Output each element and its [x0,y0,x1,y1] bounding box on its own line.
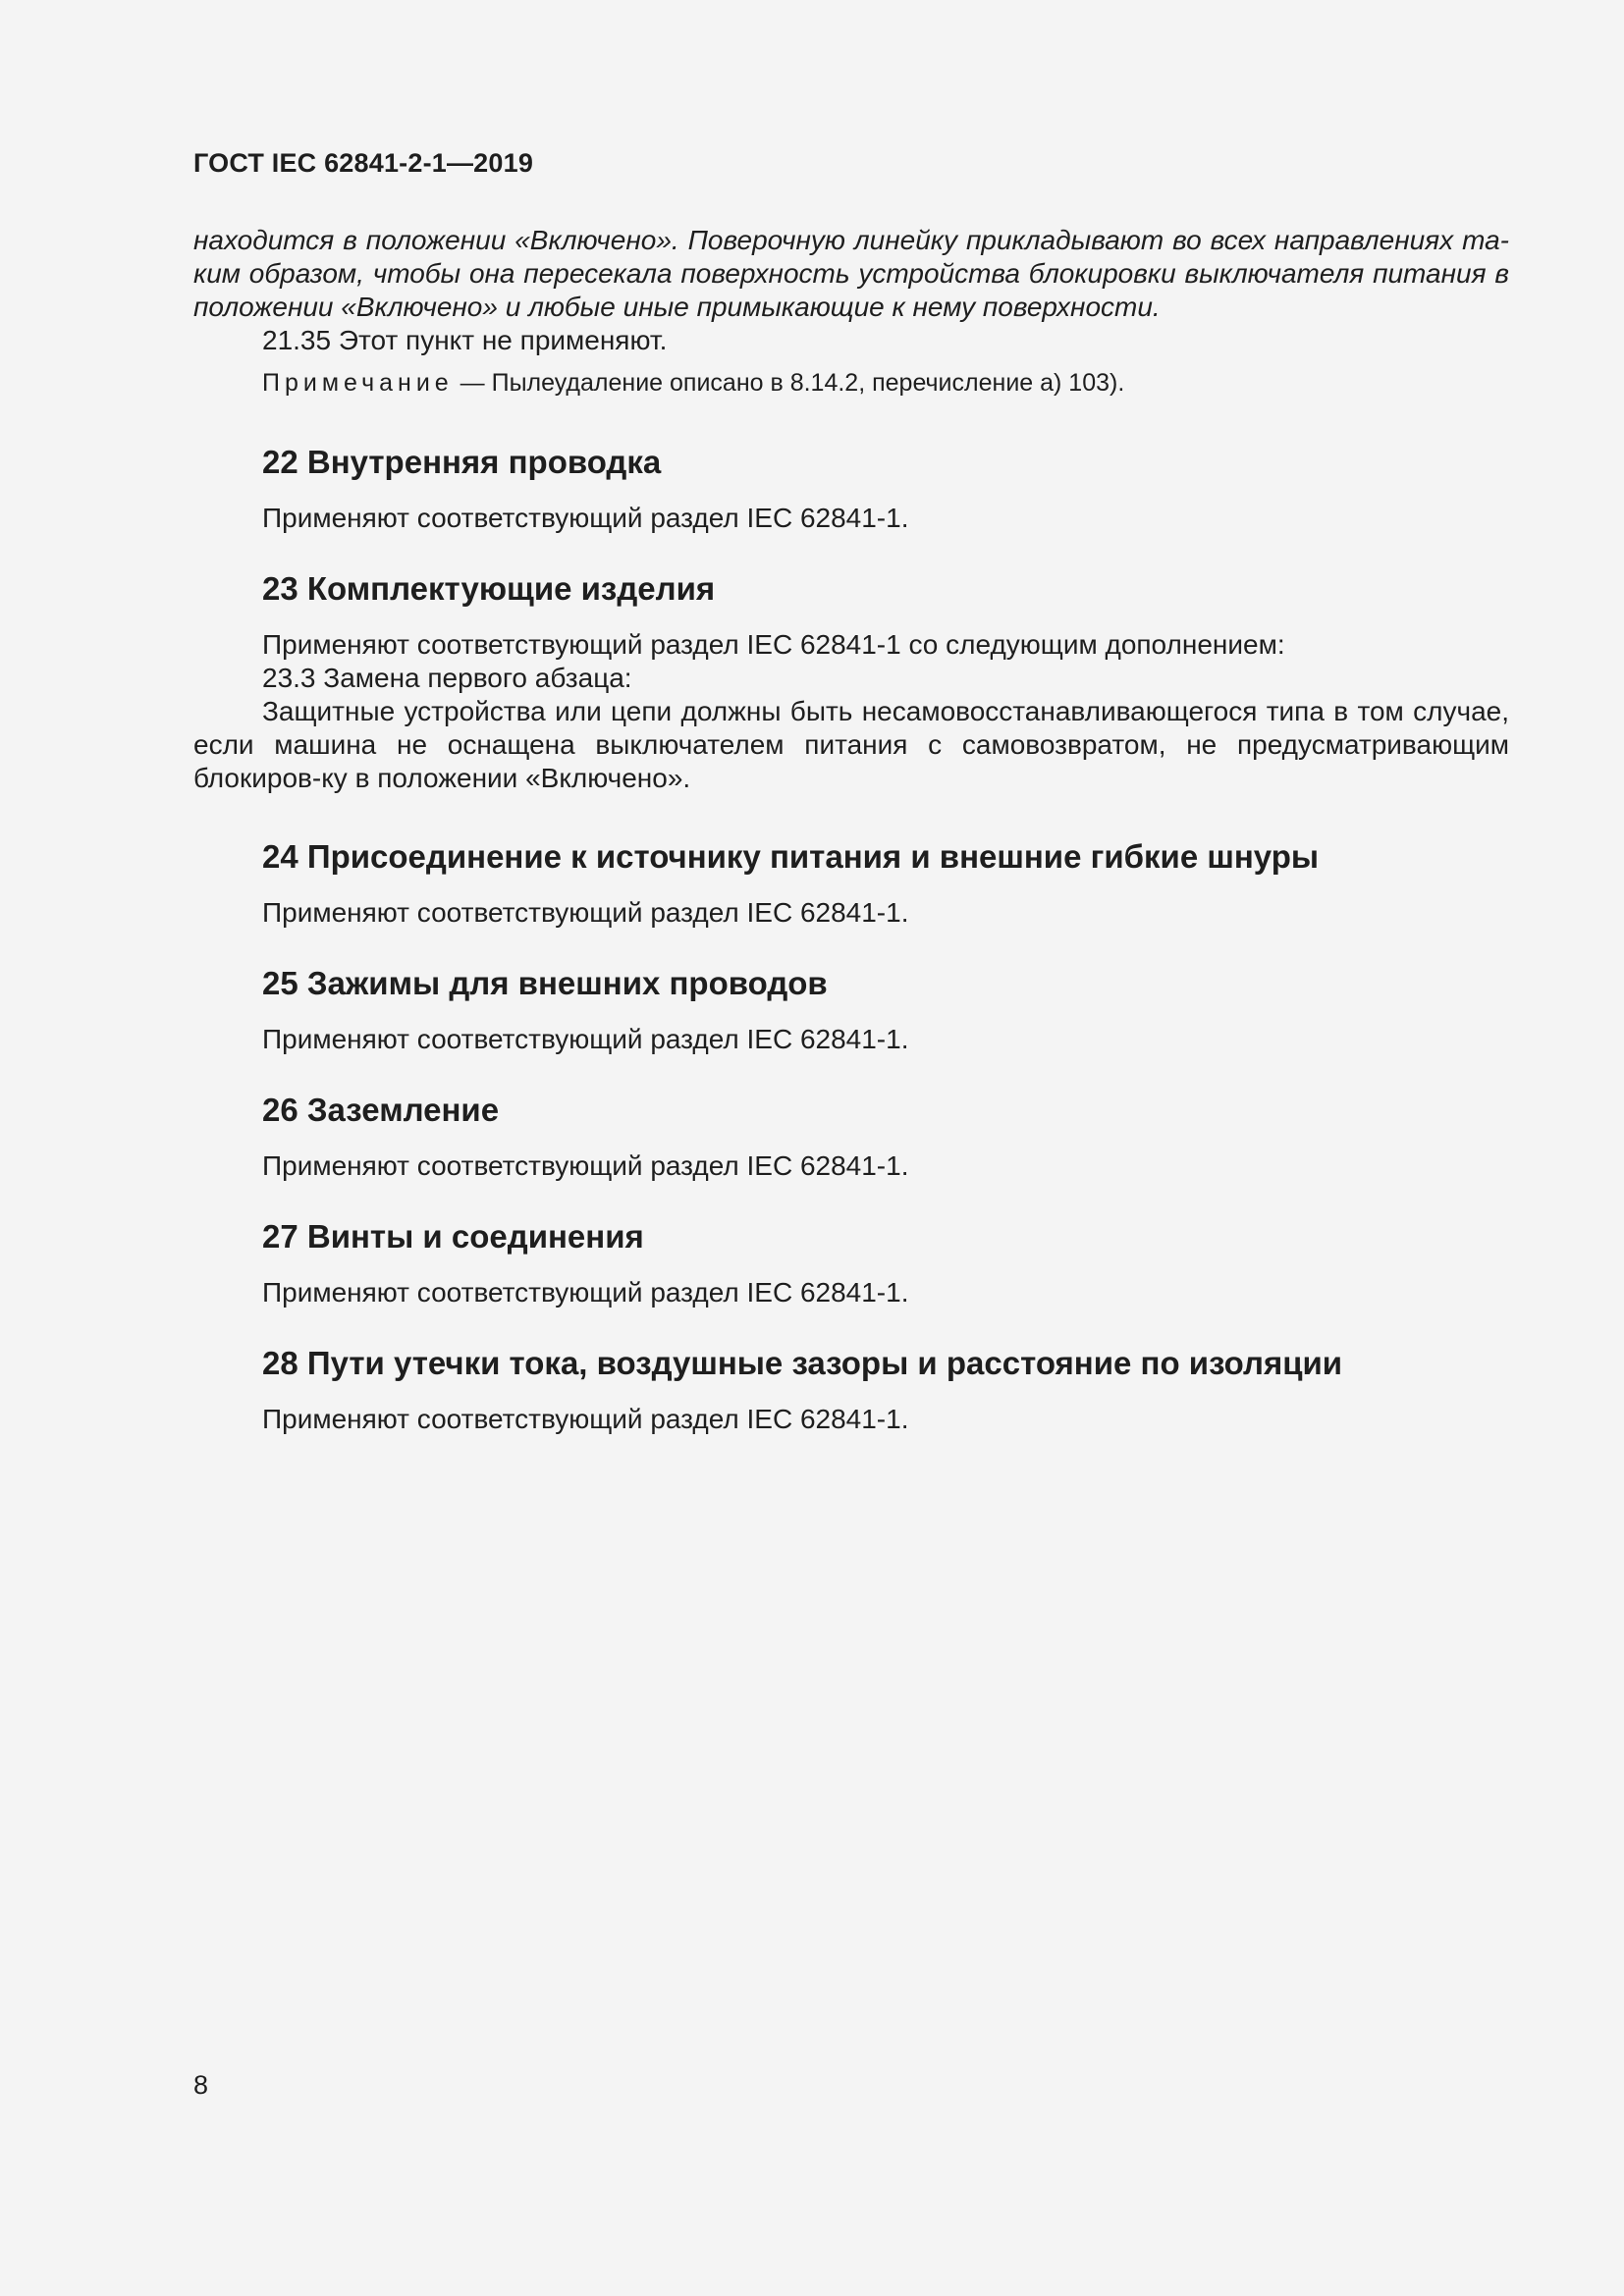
continued-paragraph: находится в положении «Включено». Поверочную линейку прикладывают во всех направлениях та-ким образом, чтобы она пересекала поверхность устройства блокировки выключателя питания в положении «Включено» и любые иные примыкающие к нему поверхности. [193,225,1509,322]
section-24-body: Применяют соответствующий раздел IEC 62841-1. [262,897,909,928]
section-25-body: Применяют соответствующий раздел IEC 62841-1. [262,1024,909,1054]
section-22-title: 22 Внутренняя проводка [262,444,662,480]
section-23-title: 23 Комплектующие изделия [262,570,716,607]
section-28-title: 28 Пути утечки тока, воздушные зазоры и расстояние по изоляции [262,1345,1343,1381]
section-26-title: 26 Заземление [262,1092,500,1128]
section-23-body: Применяют соответствующий раздел IEC 62841-1 со следующим дополнением: [262,629,1285,660]
note [193,367,1509,399]
note-text: — Пылеудаление описано в 8.14.2, перечисление a) 103). [453,369,1125,397]
section-24-title: 24 Присоединение к источнику питания и внешние гибкие шнуры [262,838,1320,875]
clause-23-3-text: Защитные устройства или цепи должны быть несамовосстанавливающегося типа в том случае, если машина не оснащена выключателем питания с самовозвратом, не предусматривающим блокиров-ку в положении «Включено». [193,696,1509,793]
section-27-title: 27 Винты и соединения [262,1218,644,1255]
section-26-body: Применяют соответствующий раздел IEC 62841-1. [262,1150,909,1181]
page-number: 8 [193,2070,209,2100]
note-label: Примечание [262,369,454,397]
section-22-body: Применяют соответствующий раздел IEC 62841-1. [262,503,909,533]
section-25-title: 25 Зажимы для внешних проводов [262,965,828,1001]
clause-21-35: 21.35 Этот пункт не применяют. [262,325,668,355]
running-header: ГОСТ IEC 62841-2-1—2019 [193,148,534,178]
page-content [193,224,1509,1436]
section-28-body: Применяют соответствующий раздел IEC 62841-1. [262,1404,909,1434]
clause-23-3-heading: 23.3 Замена первого абзаца: [262,663,632,693]
section-27-body: Применяют соответствующий раздел IEC 62841-1. [262,1277,909,1308]
